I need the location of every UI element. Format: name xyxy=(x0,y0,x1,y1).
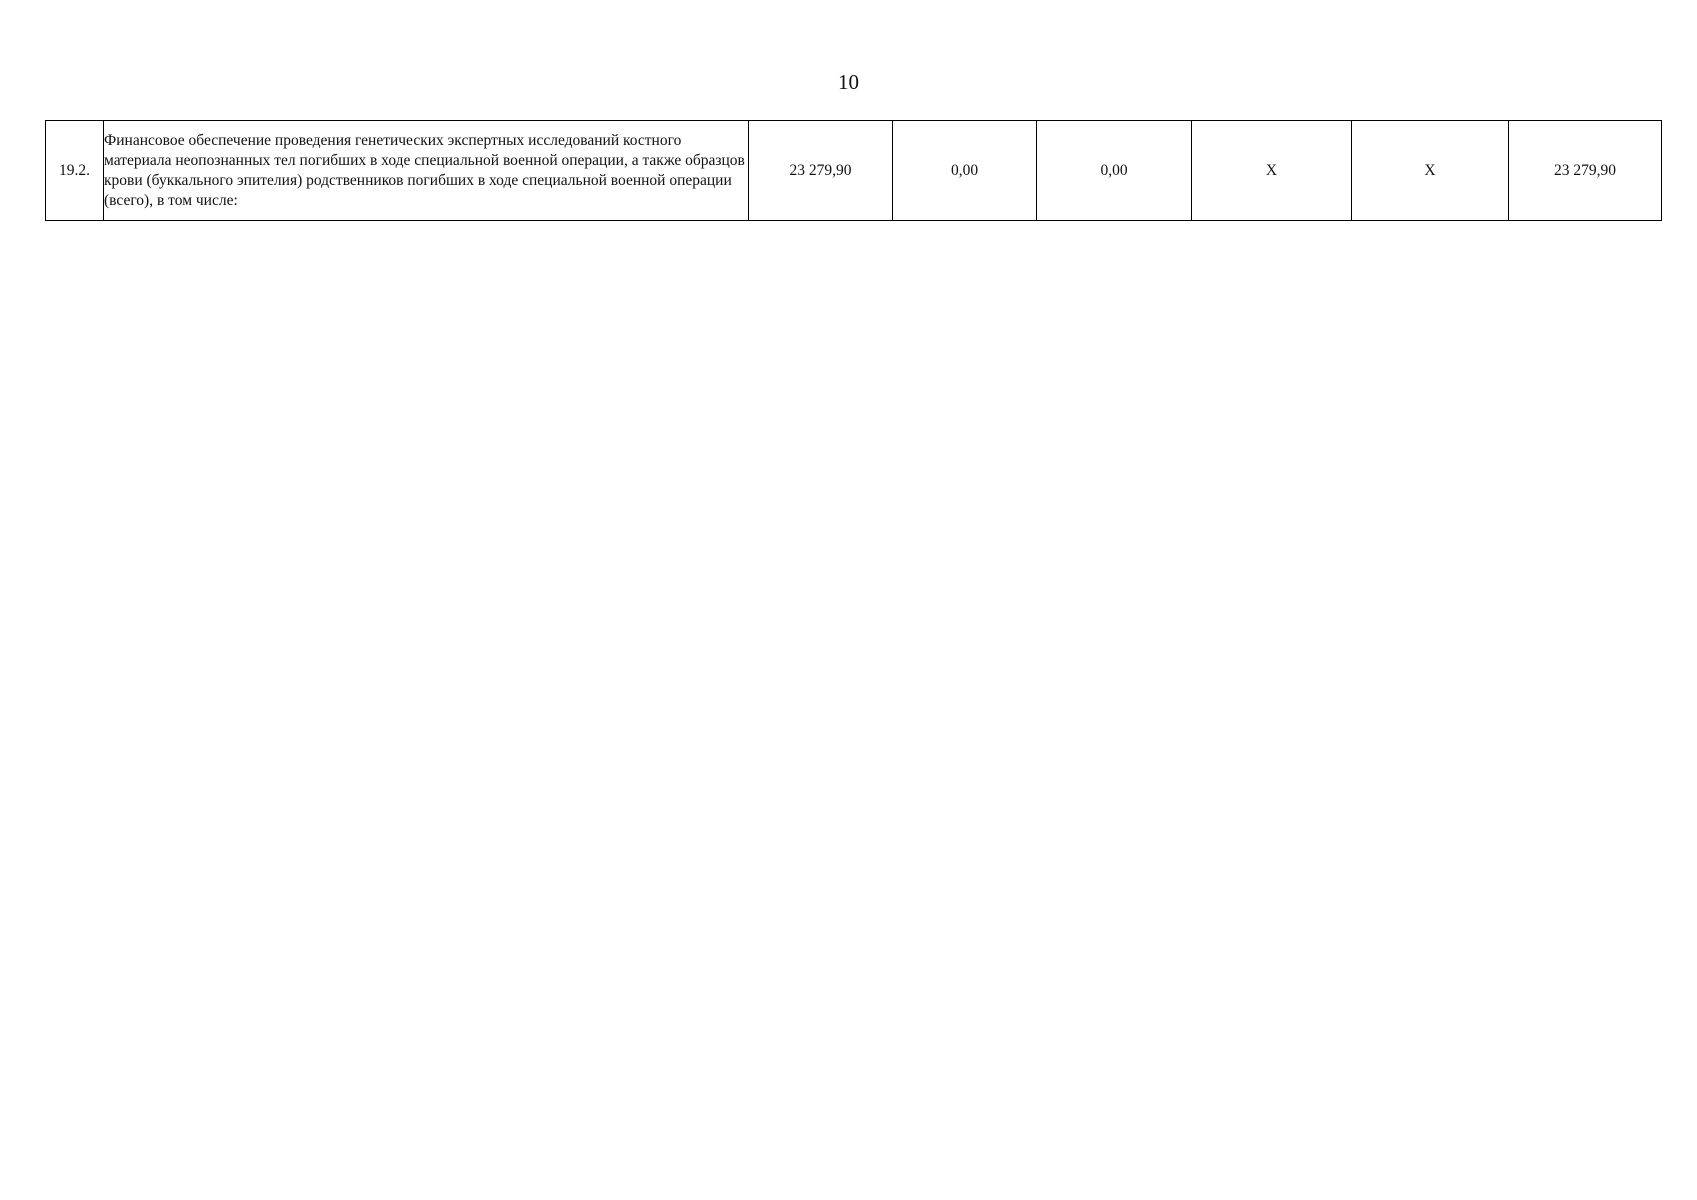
table-row xyxy=(46,121,1662,221)
value-col-4: Х xyxy=(1192,121,1352,221)
row-number: 19.2. xyxy=(46,121,104,221)
value-col-3: 0,00 xyxy=(1037,121,1192,221)
row-description: Финансовое обеспечение проведения генетических экспертных исследований костного материала неопознанных тел погибших в ходе специальной военной операции, а также образцов крови (буккального эпителия) родственников погибших в ходе специальной военной операции (всего), в том числе: xyxy=(104,121,749,221)
value-col-5: Х xyxy=(1352,121,1509,221)
page-number: 10 xyxy=(838,70,859,94)
value-col-total: 23 279,90 xyxy=(1509,121,1662,221)
value-col-1: 23 279,90 xyxy=(749,121,893,221)
value-col-2: 0,00 xyxy=(893,121,1037,221)
budget-table xyxy=(45,120,1662,221)
